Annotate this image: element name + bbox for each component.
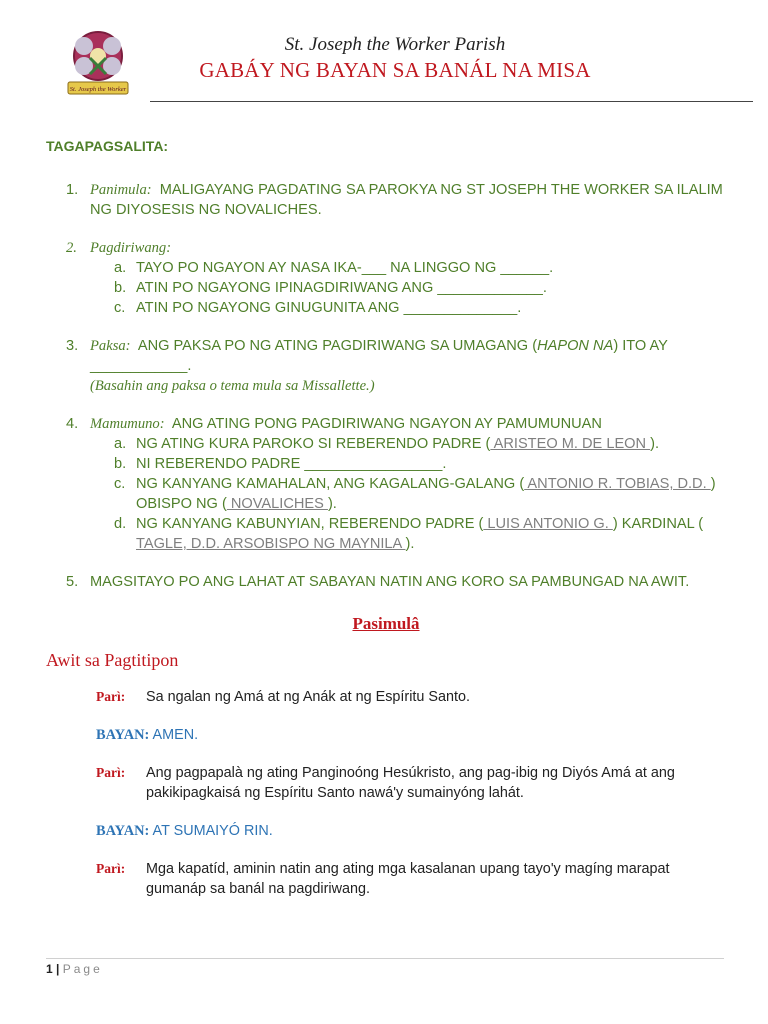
sub-text-after: ). <box>327 496 337 512</box>
item-label: Pagdiriwang: <box>90 240 172 256</box>
dialogue-text: AT SUMAIYÓ RIN. <box>152 823 273 839</box>
sub-text: NG KANYANG KABUNYIAN, REBERENDO PADRE ( <box>136 516 484 532</box>
item-text-italic: HAPON NA <box>537 338 614 354</box>
sub-text-middle: ) OBISPO NG ( <box>136 476 716 512</box>
sub-text: NG ATING KURA PAROKO SI REBERENDO PADRE ( <box>136 436 491 452</box>
dialogue-line <box>46 821 726 841</box>
sub-item <box>46 298 726 318</box>
sub-letter: a. <box>114 260 127 276</box>
dialogue-line <box>46 763 726 803</box>
sub-item <box>46 514 726 554</box>
sub-item <box>46 278 726 298</box>
sub-letter: b. <box>114 280 127 296</box>
item-text: MAGSITAYO PO ANG LAHAT AT SABAYAN NATIN ANG KORO SA PAMBUNGAD NA AWIT. <box>90 574 690 590</box>
sub-text: TAYO PO NGAYON AY NASA IKA-___ NA LINGGO NG ______. <box>136 260 554 276</box>
page-number: 1 <box>46 962 53 976</box>
item-text: ANG PAKSA PO NG ATING PAGDIRIWANG SA UMAGANG ( <box>137 338 538 354</box>
item-text: ANG ATING PONG PAGDIRIWANG NGAYON AY PAMUMUNUAN <box>171 416 602 432</box>
speaker-heading: TAGAPAGSALITA: <box>46 138 169 154</box>
page-footer <box>46 962 103 976</box>
list-item-5 <box>46 572 726 592</box>
sub-text-after: ). <box>405 536 415 552</box>
sub-letter: c. <box>114 300 126 316</box>
dialogue-speaker: Parì: <box>96 765 126 780</box>
sub-letter: c. <box>114 476 126 492</box>
list-number: 2. <box>66 240 77 256</box>
list-item-1 <box>46 180 726 220</box>
footer-rule <box>46 958 724 959</box>
item-blank: ____________. <box>90 358 192 374</box>
dialogue-speaker: BAYAN: <box>96 727 150 743</box>
sub-item <box>46 258 726 278</box>
header-rule <box>150 101 753 102</box>
sub-letter: b. <box>114 456 127 472</box>
sub-text: NG KANYANG KAMAHALAN, ANG KAGALANG-GALANG ( <box>136 476 525 492</box>
cardinal-surname: TAGLE, D.D. ARSOBISPO NG MAYNILA <box>136 536 406 552</box>
item-text-after: ) ITO AY <box>613 338 668 354</box>
dialogue-text: Ang pagpapalà ng ating Panginoóng Hesúkristo, ang pag-ibig ng Diyós Amá at ang pakikipagkaisá ng Espíritu Santo nawá'y sumainyóng lahát. <box>146 765 675 801</box>
item-label: Paksa: <box>90 338 131 354</box>
sub-letter: d. <box>114 516 127 532</box>
sub-text: NI REBERENDO PADRE <box>136 456 305 472</box>
list-number: 5. <box>66 574 79 590</box>
dialogue-line <box>46 725 726 745</box>
dialogue-text: AMEN. <box>152 727 199 743</box>
item-label: Panimula: <box>90 182 152 198</box>
list-number: 4. <box>66 416 79 432</box>
sub-text: ATIN PO NGAYONG IPINAGDIRIWANG ANG _____________. <box>136 280 547 296</box>
sub-item <box>46 454 726 474</box>
list-item-3 <box>46 336 726 376</box>
list-item-2 <box>46 238 726 258</box>
document-body <box>46 138 726 899</box>
list-item-4 <box>46 414 726 434</box>
dialogue-speaker: Parì: <box>96 861 126 876</box>
sub-letter: a. <box>114 436 127 452</box>
item-note: (Basahin ang paksa o tema mula sa Missallette.) <box>90 378 375 394</box>
item-label: Mamumuno: <box>90 416 165 432</box>
footer-separator: | <box>56 962 60 976</box>
dialogue-text: Sa ngalan ng Amá at ng Anák at ng Espíritu Santo. <box>146 689 471 705</box>
page-label: Page <box>62 962 103 976</box>
section-title: Pasimulâ <box>352 614 420 633</box>
dialogue-line <box>46 687 726 707</box>
subsection-title: Awit sa Pagtitipon <box>46 650 179 670</box>
parish-name: St. Joseph the Worker Parish <box>284 34 506 55</box>
dialogue-speaker: Parì: <box>96 689 126 704</box>
sub-blank: _________________. <box>304 456 447 472</box>
diocese-name: NOVALICHES <box>226 496 328 512</box>
item-text: MALIGAYANG PAGDATING SA PAROKYA NG ST JOSEPH THE WORKER SA ILALIM NG DIYOSESIS NG NOVALICHES. <box>90 182 723 218</box>
sub-item <box>46 474 726 514</box>
list-number: 1. <box>66 182 79 198</box>
officiant-name: ARISTEO M. DE LEON <box>490 436 651 452</box>
bishop-name: ANTONIO R. TOBIAS, D.D. <box>524 476 711 492</box>
document-header <box>0 0 768 110</box>
dialogue-line <box>46 859 726 899</box>
sub-item <box>46 434 726 454</box>
sub-text-after: ). <box>650 436 660 452</box>
dialogue-speaker: BAYAN: <box>96 823 150 839</box>
dialogue-text: Mga kapatíd, aminin natin ang ating mga kasalanan upang tayo'y magíng marapat gumanáp sa banál na pagdiriwang. <box>146 861 670 897</box>
document-title: GABÁY NG BAYAN SA BANÁL NA MISA <box>199 58 591 82</box>
sub-text-middle: ) KARDINAL ( <box>612 516 704 532</box>
cardinal-name: LUIS ANTONIO G. <box>483 516 613 532</box>
logo-text: St. Joseph the Worker <box>69 86 127 93</box>
list-number: 3. <box>66 338 79 354</box>
sub-text: ATIN PO NGAYONG GINUGUNITA ANG ______________. <box>136 300 522 316</box>
